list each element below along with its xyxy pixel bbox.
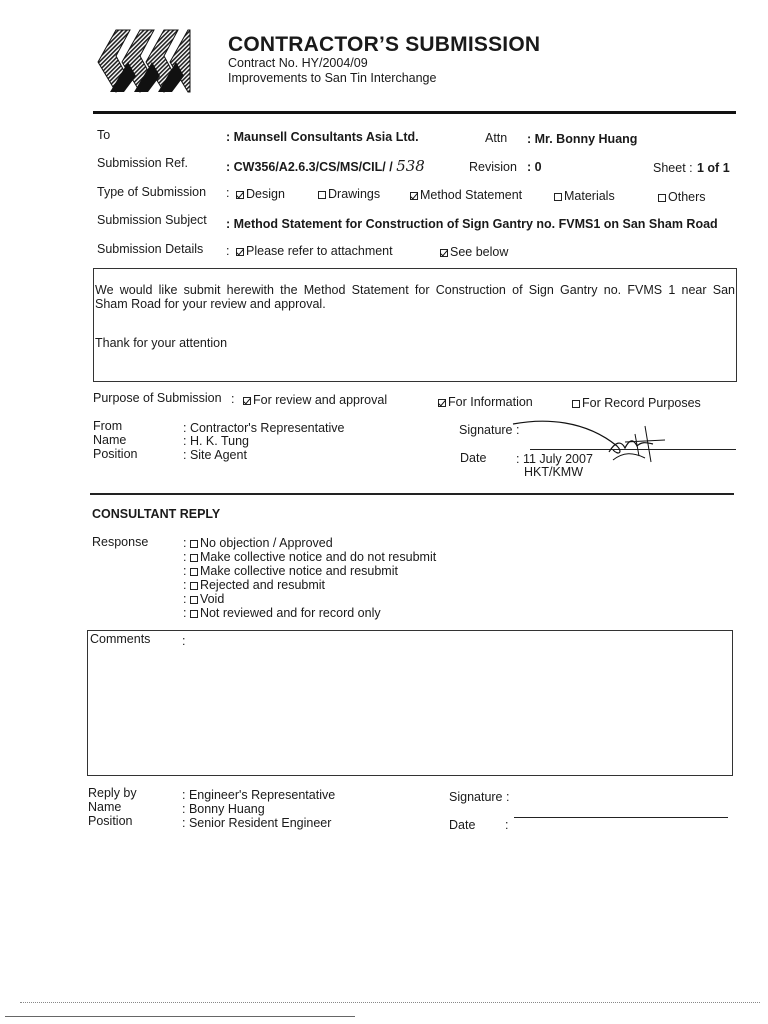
consultant-reply-heading: CONSULTANT REPLY (92, 507, 221, 521)
submission-ref-value: : CW356/A2.6.3/CS/MS/CIL/ / (226, 160, 393, 174)
reply-date-label: Date (449, 818, 476, 832)
checkbox-checked-icon (440, 249, 448, 257)
body-thanks: Thank for your attention (95, 336, 228, 350)
response-label: Response (92, 535, 149, 549)
comments-label: Comments (90, 632, 151, 646)
details-separator: : (226, 244, 230, 258)
body-line-2: Sham Road for your review and approval. (95, 297, 326, 311)
purpose-option-record[interactable]: For Record Purposes (572, 396, 701, 410)
comments-box[interactable] (87, 630, 733, 776)
checkbox-icon (190, 610, 198, 618)
checkbox-icon (190, 596, 198, 604)
type-of-submission-label: Type of Submission (97, 185, 207, 199)
from-label: From (93, 419, 123, 433)
from-name-label: Name (93, 433, 127, 447)
response-options (183, 536, 436, 620)
details-option-see-below[interactable]: See below (440, 245, 508, 259)
reply-by-value: : Engineer's Representative (182, 788, 336, 802)
body-line-1: We would like submit herewith the Method Statement for Construction of Sign Gantry no. FVMS 1 near San (95, 283, 735, 297)
document-title: CONTRACTOR’S SUBMISSION (228, 33, 541, 56)
from-position-label: Position (93, 447, 138, 461)
reply-signature-label: Signature : (449, 790, 510, 804)
company-logo (96, 26, 192, 96)
checkbox-icon (572, 400, 580, 408)
sheet-label: Sheet : (653, 161, 693, 175)
purpose-option-information[interactable]: For Information (438, 395, 533, 409)
checkbox-icon (554, 193, 562, 201)
checkbox-icon (190, 582, 198, 590)
type-option-method-statement[interactable]: Method Statement (410, 188, 522, 202)
from-initials: HKT/KMW (524, 465, 584, 479)
submission-ref (226, 157, 425, 175)
to-value: : Maunsell Consultants Asia Ltd. (226, 130, 419, 144)
from-name-value: : H. K. Tung (183, 434, 250, 448)
from-position-value: : Site Agent (183, 448, 247, 462)
checkbox-icon (190, 554, 198, 562)
checkbox-checked-icon (236, 248, 244, 256)
from-date-label: Date (460, 451, 487, 465)
section-divider (90, 493, 734, 495)
type-option-materials[interactable]: Materials (554, 189, 615, 203)
checkbox-icon (658, 194, 666, 202)
type-option-others[interactable]: Others (658, 190, 706, 204)
header-divider (93, 111, 736, 114)
to-label: To (97, 128, 111, 142)
scan-artifact-edge (5, 1016, 355, 1017)
from-signature-label: Signature : (459, 423, 520, 437)
reply-signature-line[interactable] (514, 817, 728, 818)
checkbox-icon (318, 191, 326, 199)
response-option-approved[interactable]: : No objection / Approved (183, 536, 333, 550)
reply-name-value: : Bonny Huang (182, 802, 265, 816)
submission-body (95, 283, 735, 311)
submission-subject-value: : Method Statement for Construction of Sign Gantry no. FVMS1 on San Sham Road (226, 217, 718, 231)
sheet-value: 1 of 1 (697, 161, 730, 175)
reply-by-label: Reply by (88, 786, 137, 800)
purpose-label: Purpose of Submission (93, 391, 222, 405)
response-option-void[interactable]: : Void (183, 592, 225, 606)
reply-name-label: Name (88, 800, 122, 814)
revision-label: Revision (469, 160, 517, 174)
reply-position-label: Position (88, 814, 133, 828)
response-option-not-reviewed[interactable]: : Not reviewed and for record only (183, 606, 381, 620)
attn-label: Attn (485, 131, 508, 145)
type-separator: : (226, 186, 230, 200)
checkbox-checked-icon (236, 191, 244, 199)
response-option-no-resubmit[interactable]: : Make collective notice and do not resubmit (183, 550, 437, 564)
checkbox-icon (190, 540, 198, 548)
submission-ref-handwritten: 538 (396, 157, 425, 175)
checkbox-icon (190, 568, 198, 576)
submission-details-label: Submission Details (97, 242, 204, 256)
type-option-drawings[interactable]: Drawings (318, 187, 380, 201)
response-option-resubmit[interactable]: : Make collective notice and resubmit (183, 564, 398, 578)
purpose-separator: : (231, 392, 235, 406)
submission-subject-label: Submission Subject (97, 213, 207, 227)
revision-value: : 0 (527, 160, 542, 174)
project-name: Improvements to San Tin Interchange (228, 71, 437, 85)
logo-mark-icon (96, 26, 192, 96)
checkbox-checked-icon (243, 397, 251, 405)
attn-value: : Mr. Bonny Huang (527, 132, 638, 146)
comments-separator: : (182, 634, 186, 648)
reply-date-separator: : (505, 818, 509, 832)
from-value: : Contractor's Representative (183, 421, 345, 435)
scan-artifact-line (20, 1002, 760, 1003)
response-option-rejected[interactable]: : Rejected and resubmit (183, 578, 326, 592)
checkbox-checked-icon (410, 192, 418, 200)
submission-ref-label: Submission Ref. (97, 156, 189, 170)
purpose-option-review[interactable]: For review and approval (243, 393, 387, 407)
from-date-value: : 11 July 2007 (516, 452, 593, 466)
reply-position-value: : Senior Resident Engineer (182, 816, 332, 830)
details-option-attachment[interactable]: Please refer to attachment (236, 244, 393, 258)
type-option-design[interactable]: Design (236, 187, 285, 201)
checkbox-checked-icon (438, 399, 446, 407)
contract-number: Contract No. HY/2004/09 (228, 56, 368, 70)
